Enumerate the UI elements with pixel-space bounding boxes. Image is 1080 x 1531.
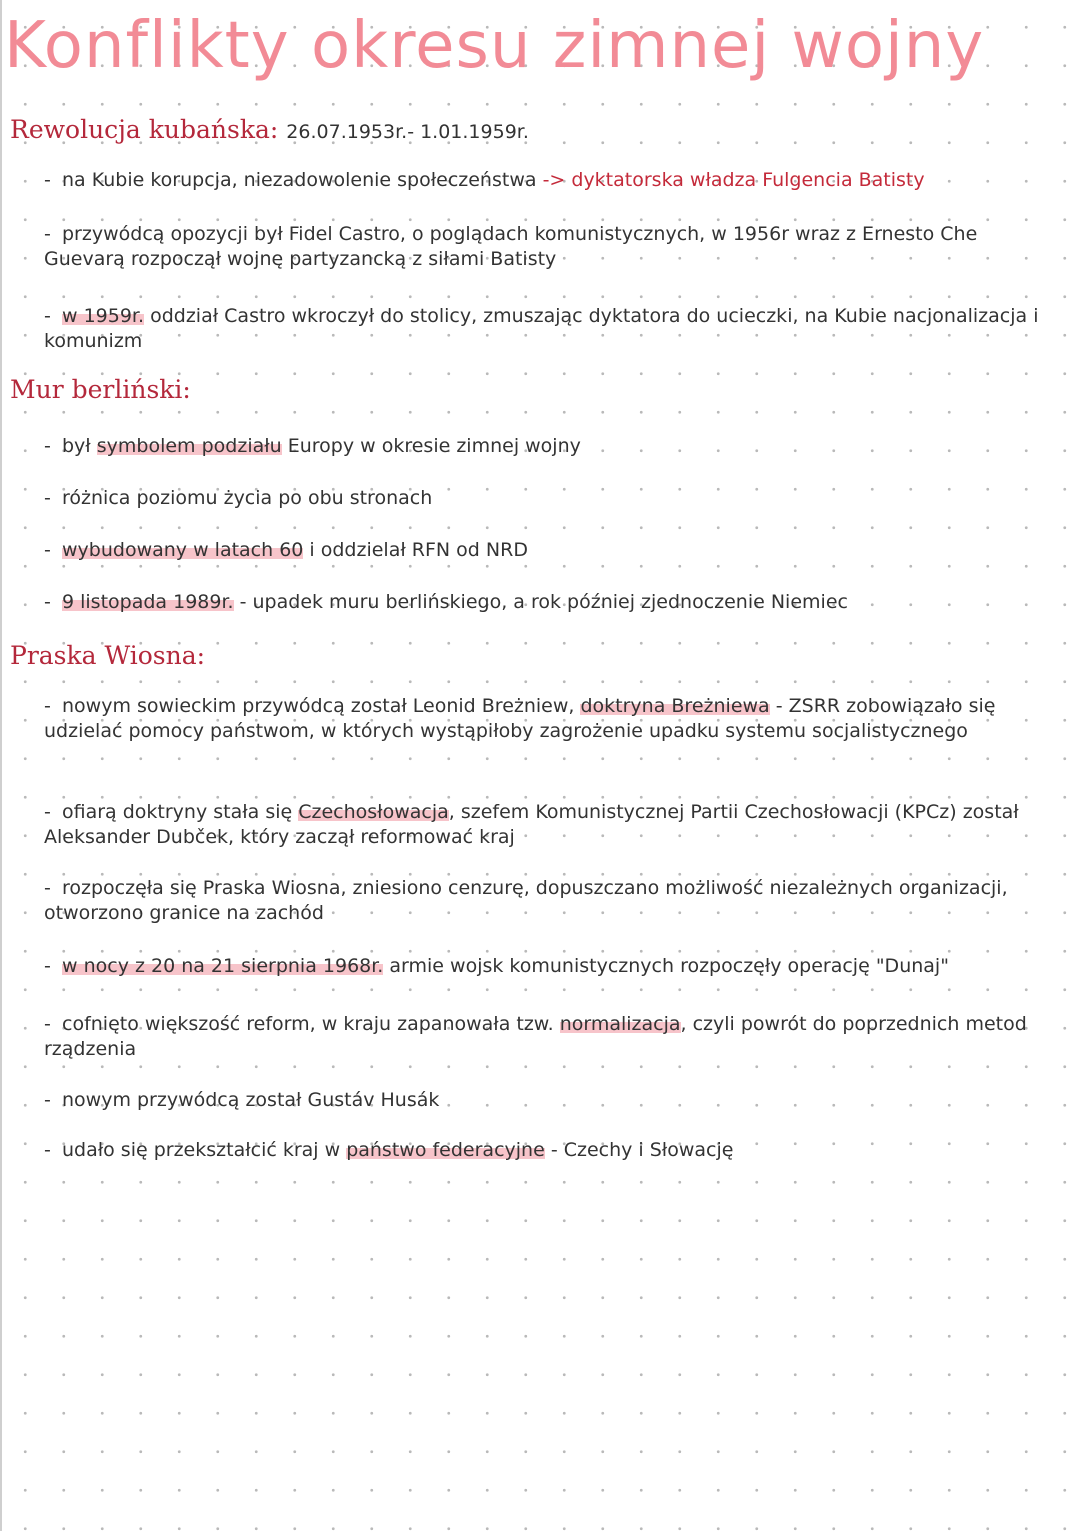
- note-item: - przywódcą opozycji był Fidel Castro, o poglądach komunistycznych, w 1956r wraz z Ernesto Che Guevarą rozpoczął wojnę partyzancką z siłami Batisty: [44, 223, 978, 270]
- note-item: - w nocy z 20 na 21 sierpnia 1968r. armie wojsk komunistycznych rozpoczęły operację "Dunaj": [44, 955, 949, 977]
- section-heading-prague-spring: [10, 640, 205, 672]
- page-title: Konflikty okresu zimnej wojny: [4, 9, 985, 83]
- section-heading-text: Mur berliński:: [10, 375, 191, 404]
- note-highlight: w 1959r.: [62, 305, 145, 327]
- note-text: cofnięto większość reform, w kraju zapanowała tzw.: [62, 1013, 560, 1035]
- note-text: różnica poziomu życia po obu stronach: [62, 487, 433, 509]
- note-text: - upadek muru berlińskiego, a rok później zjednoczenie Niemiec: [233, 591, 848, 613]
- note-item: - rozpoczęła się Praska Wiosna, zniesiono cenzurę, dopuszczano możliwość niezależnych organizacji, otworzono granice na zachód: [44, 877, 1008, 924]
- note-item: - cofnięto większość reform, w kraju zapanowała tzw. normalizacja, czyli powrót do poprzednich metod rządzenia: [44, 1013, 1027, 1060]
- page-left-edge: [0, 0, 2, 1531]
- note-item: - w 1959r. oddział Castro wkroczył do stolicy, zmuszając dyktatora do ucieczki, na Kubie nacjonalizacja i komunizm: [44, 305, 1039, 352]
- note-text: rozpoczęła się Praska Wiosna, zniesiono cenzurę, dopuszczano możliwość niezależnych organizacji, otworzono granice na zachód: [44, 877, 1008, 924]
- note-highlight: normalizacja: [559, 1013, 681, 1035]
- note-highlight: doktryna Breżniewa: [580, 695, 770, 717]
- section-date: 26.07.1953r.- 1.01.1959r.: [286, 121, 529, 143]
- note-text: udało się przekształcić kraj w: [62, 1139, 347, 1161]
- section-heading-cuban-revolution: [10, 114, 529, 148]
- note-text: , szefem Komunistycznej Partii Czechosłowacji (KPCz) został Aleksander Dubček, który zaczął reformować kraj: [44, 801, 1019, 848]
- note-text: i oddzielał RFN od NRD: [303, 539, 528, 561]
- note-text: - ZSRR zobowiązało się udzielać pomocy państwom, w których wystąpiłoby zagrożenie upadku systemu socjalistycznego: [44, 695, 996, 742]
- note-item: - różnica poziomu życia po obu stronach: [44, 487, 433, 509]
- note-item: - ofiarą doktryny stała się Czechosłowacja, szefem Komunistycznej Partii Czechosłowacji (KPCz) został Aleksander Dubček, który zaczął reformować kraj: [44, 801, 1019, 848]
- section-heading-text: Praska Wiosna:: [10, 641, 206, 670]
- note-text: ofiarą doktryny stała się: [62, 801, 299, 823]
- note-text: oddział Castro wkroczył do stolicy, zmuszając dyktatora do ucieczki, na Kubie nacjonalizacja i komunizm: [44, 305, 1039, 352]
- note-text: armie wojsk komunistycznych rozpoczęły operację "Dunaj": [383, 955, 949, 977]
- note-item: - był symbolem podziału Europy w okresie zimnej wojny: [44, 435, 581, 457]
- note-text: nowym przywódcą został Gustáv Husák: [62, 1089, 440, 1111]
- note-text: na Kubie korupcja, niezadowolenie społeczeństwa: [62, 169, 543, 191]
- section-heading-text: Rewolucja kubańska:: [10, 115, 279, 144]
- note-text: - Czechy i Słowację: [544, 1139, 734, 1161]
- note-item: - na Kubie korupcja, niezadowolenie społeczeństwa -> dyktatorska władza Fulgencia Batisty: [44, 169, 925, 191]
- note-item: - udało się przekształcić kraj w państwo federacyjne - Czechy i Słowację: [44, 1139, 734, 1161]
- note-text: nowym sowieckim przywódcą został Leonid Breżniew,: [62, 695, 581, 717]
- note-highlight: państwo federacyjne: [346, 1139, 545, 1161]
- note-item: - nowym sowieckim przywódcą został Leonid Breżniew, doktryna Breżniewa - ZSRR zobowiązało się udzielać pomocy państwom, w których wystąpiłoby zagrożenie upadku systemu socjalistycznego: [44, 695, 996, 742]
- note-text: , czyli powrót do poprzednich metod rządzenia: [44, 1013, 1027, 1060]
- note-highlight: wybudowany w latach 60: [62, 539, 304, 561]
- note-text: Europy w okresie zimnej wojny: [281, 435, 581, 457]
- note-item: - wybudowany w latach 60 i oddzielał RFN od NRD: [44, 539, 528, 561]
- note-item: - nowym przywódcą został Gustáv Husák: [44, 1089, 440, 1111]
- note-item: - 9 listopada 1989r. - upadek muru berlińskiego, a rok później zjednoczenie Niemiec: [44, 591, 848, 613]
- note-highlight: Czechosłowacja: [298, 801, 449, 823]
- note-highlight: w nocy z 20 na 21 sierpnia 1968r.: [62, 955, 384, 977]
- note-highlight: 9 listopada 1989r.: [62, 591, 234, 613]
- note-text: przywódcą opozycji był Fidel Castro, o poglądach komunistycznych, w 1956r wraz z Ernesto Che Guevarą rozpoczął wojnę partyzancką z siłami Batisty: [44, 223, 978, 270]
- note-emphasis: -> dyktatorska władza Fulgencia Batisty: [542, 169, 925, 191]
- note-text: był: [62, 435, 97, 457]
- note-highlight: symbolem podziału: [96, 435, 282, 457]
- section-heading-berlin-wall: [10, 374, 191, 406]
